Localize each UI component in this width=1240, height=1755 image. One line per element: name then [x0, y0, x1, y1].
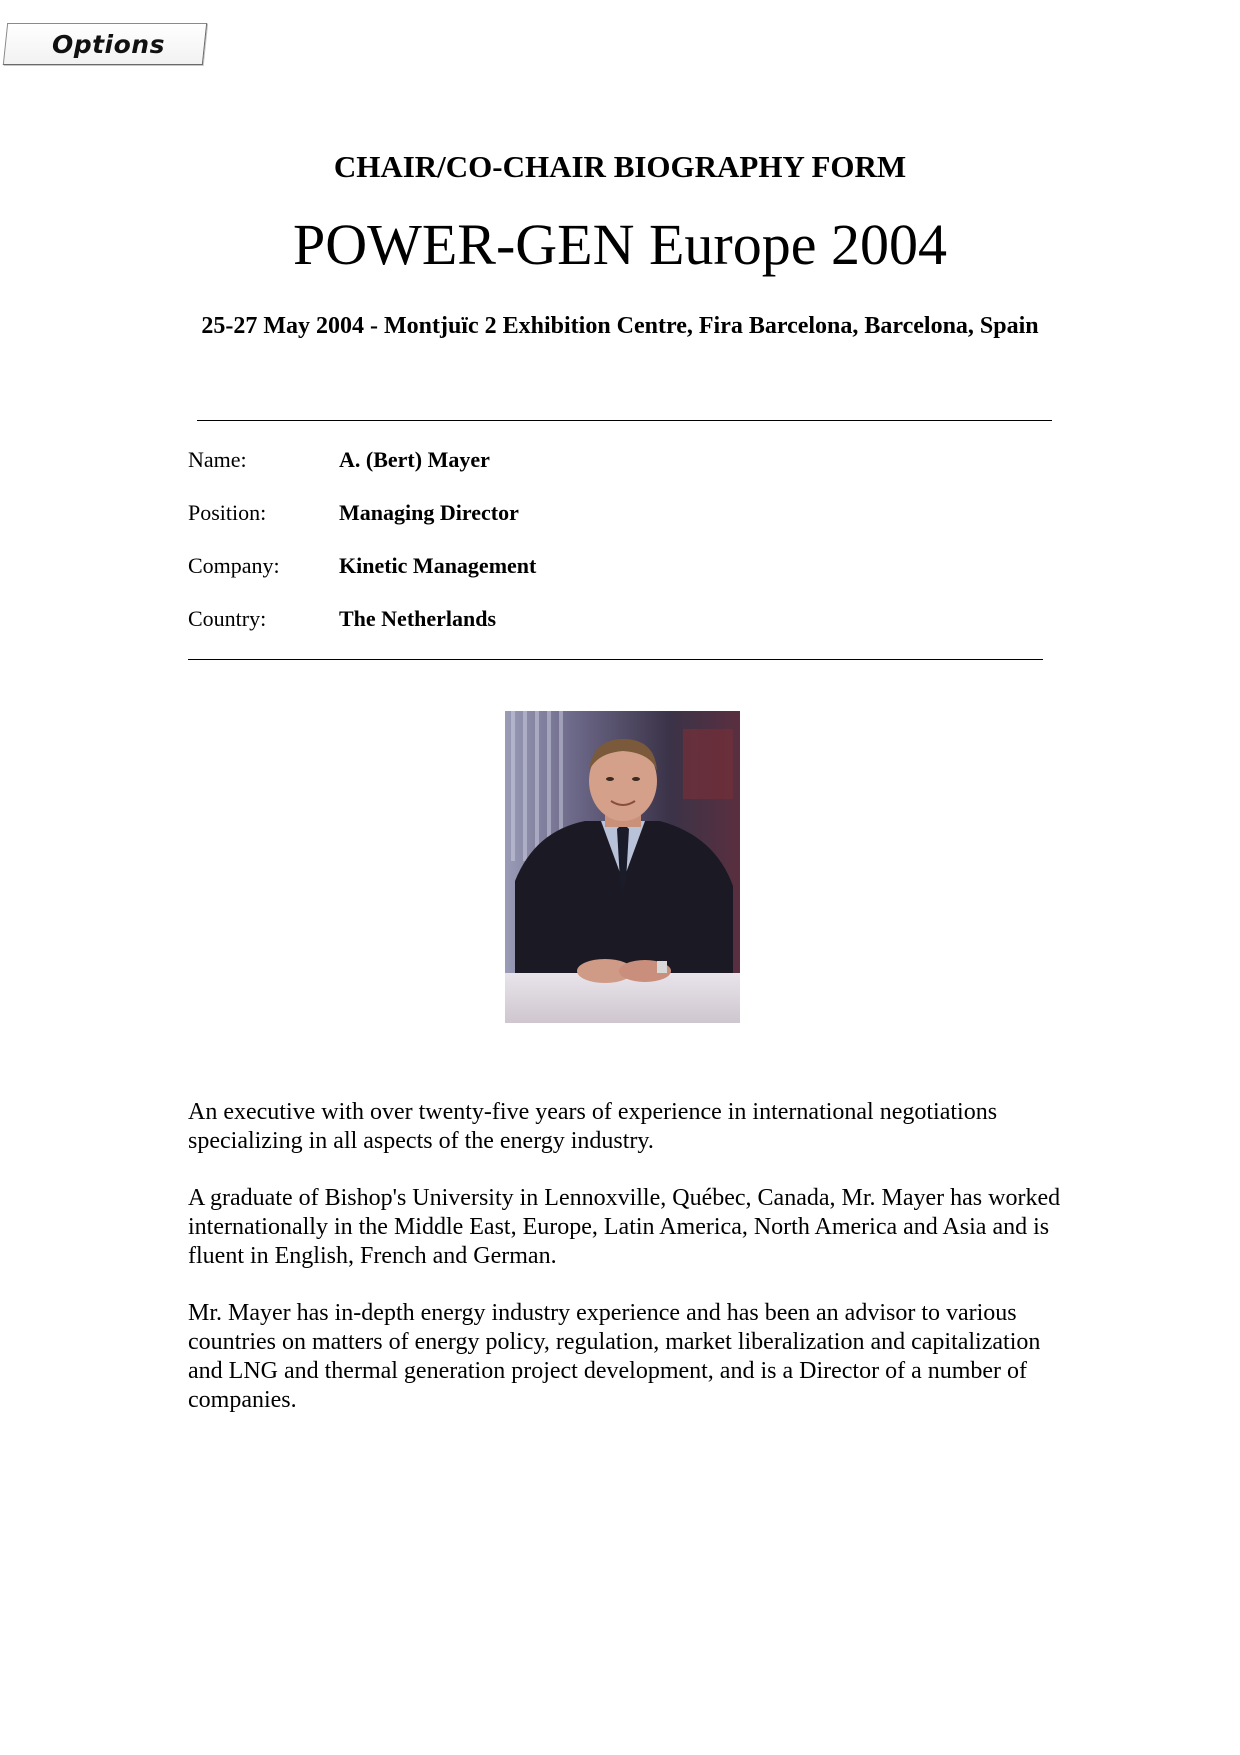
- detail-row-company: [188, 552, 1048, 605]
- event-dates-location: 25-27 May 2004 - Montjuïc 2 Exhibition Centre, Fira Barcelona, Barcelona, Spain: [201, 313, 1039, 339]
- options-button-label: Options: [51, 30, 165, 59]
- country-value: The Netherlands: [339, 606, 497, 631]
- name-label: Name:: [188, 447, 247, 472]
- options-button[interactable]: [3, 23, 207, 65]
- country-label: Country:: [188, 606, 267, 631]
- detail-row-name: [188, 446, 1048, 499]
- company-value: Kinetic Management: [339, 553, 537, 578]
- biography-paragraph: A graduate of Bishop's University in Lennoxville, Québec, Canada, Mr. Mayer has worked internationally in the Middle East, Europe, Latin America, North America and Asia and is fluent in English, French and German.: [188, 1185, 1061, 1269]
- event-title: POWER-GEN Europe 2004: [292, 212, 947, 277]
- biography-paragraph: Mr. Mayer has in-depth energy industry experience and has been an advisor to various countries on matters of energy policy, regulation, market liberalization and capitalization and LNG and thermal generation project development, and is a Director of a number of companies.: [188, 1300, 1041, 1413]
- name-value: A. (Bert) Mayer: [339, 447, 490, 472]
- biography: [188, 1098, 1068, 1443]
- detail-row-country: [188, 605, 1048, 658]
- form-title: CHAIR/CO-CHAIR BIOGRAPHY FORM: [333, 149, 907, 184]
- position-value: Managing Director: [339, 500, 519, 525]
- position-label: Position:: [188, 500, 267, 525]
- divider-top: [197, 420, 1052, 421]
- speaker-photo-illustration: [505, 711, 740, 1023]
- speaker-photo: [505, 711, 740, 1023]
- biography-paragraph: An executive with over twenty-five years of experience in international negotiations specializing in all aspects of the energy industry.: [188, 1099, 998, 1154]
- detail-row-position: [188, 499, 1048, 552]
- company-label: Company:: [188, 553, 280, 578]
- divider-bottom: [188, 659, 1043, 660]
- speaker-details: [188, 446, 1048, 658]
